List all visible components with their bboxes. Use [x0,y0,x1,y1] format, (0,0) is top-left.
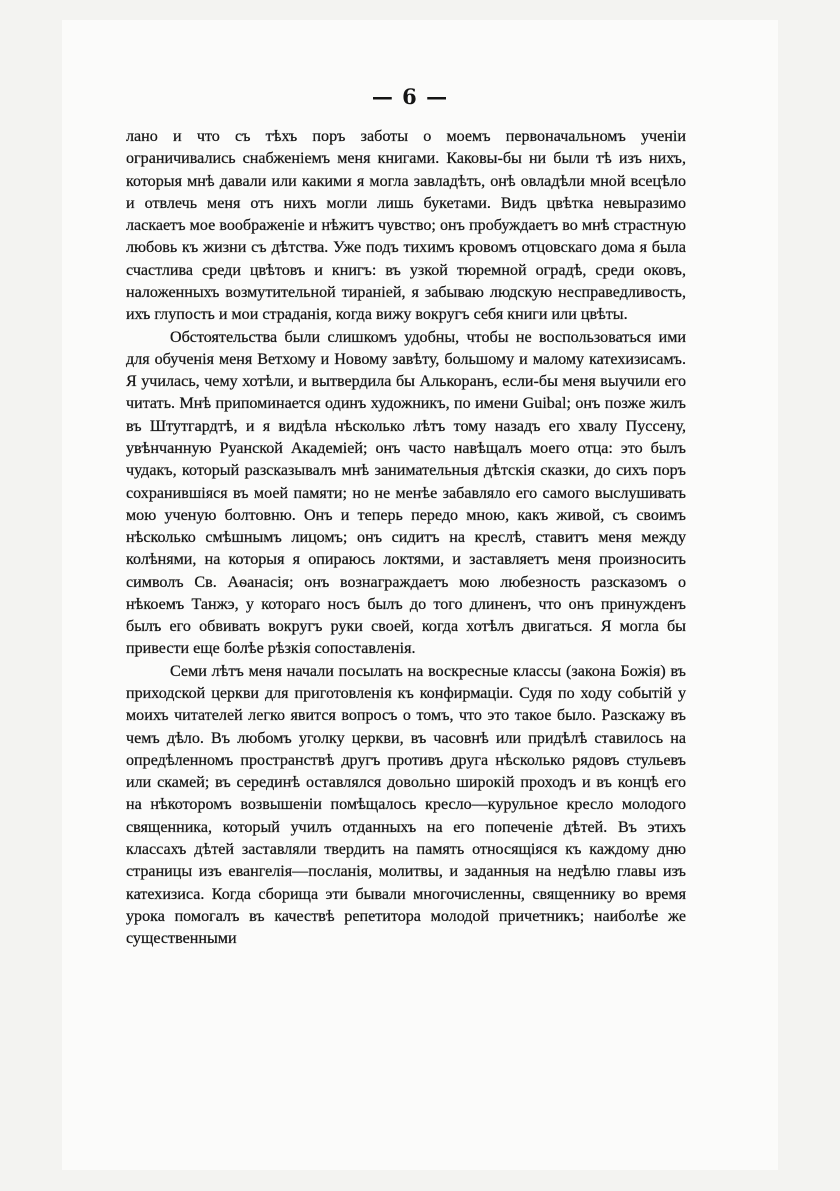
paragraph-2: Обстоятельства были слишкомъ удобны, чтобы не воспользоваться ими для обученія меня Ветхому и Новому завѣту, большому и малому катехизисамъ. Я училась, чему хотѣли, и вытвердила бы Алькоранъ, если-бы меня выучили его читать. Мнѣ припоминается одинъ художникъ, по имени Guibal; онъ позже жилъ въ Штутгардтѣ, и я видѣла нѣсколько лѣтъ тому назадъ его хвалу Пуссену, увѣнчанную Руанской Академіей; онъ часто навѣщалъ моего отца: это былъ чудакъ, который разсказывалъ мнѣ занимательныя дѣтскія сказки, до сихъ поръ сохранившіяся въ моей памяти; но не менѣе забавляло его самого выслушивать мою ученую болтовню. Онъ и теперь передо мною, какъ живой, съ своимъ нѣсколько смѣшнымъ лицомъ; онъ сидитъ на креслѣ, ставитъ меня между колѣнями, на которыя я опираюсь локтями, и заставляетъ меня произносить символъ Св. Аѳанасія; онъ вознаграждаетъ мою любезность разсказомъ о нѣкоемъ Танжэ, у котораго носъ былъ до того длиненъ, что онъ принужденъ былъ его обвивать вокругъ руки своей, когда хотѣлъ двигаться. Я могла бы привести еще болѣе рѣзкія сопоставленія. [126,328,686,658]
page-number-header: — 6 — [371,84,449,109]
body-text [126,126,686,950]
paragraph-3: Семи лѣтъ меня начали посылать на воскресные классы (закона Божія) въ приходской церкви для приготовленія къ конфирмаціи. Судя по ходу событій у моихъ читателей легко явится вопросъ о томъ, что это такое было. Разскажу въ чемъ дѣло. Въ любомъ уголку церкви, въ часовнѣ или придѣлѣ ставилось на опредѣленномъ пространствѣ другъ противъ друга нѣсколько рядовъ стульевъ или скамей; въ серединѣ оставлялся довольно широкій проходъ и въ концѣ его на нѣкоторомъ возвышеніи помѣщалось кресло—курульное кресло молодого священника, который училъ отданныхъ на его попеченіе дѣтей. Въ этихъ классахъ дѣтей заставляли твердить на память относящіяся къ каждому дню страницы изъ евангелія—посланія, молитвы, и заданныя на недѣлю главы изъ катехизиса. Когда сборища эти бывали многочисленны, священнику во время урока помогалъ въ качествѣ репетитора молодой причетникъ; наиболѣе же существенными [126,662,686,948]
paragraph-1: лано и что съ тѣхъ поръ заботы о моемъ первоначальномъ ученіи ограничивались снабженіемъ меня книгами. Каковы-бы ни были тѣ изъ нихъ, которыя мнѣ давали или какими я могла завладѣть, онѣ овладѣли мной всецѣло и отвлечь меня отъ нихъ могли лишь букетами. Видъ цвѣтка невыразимо ласкаетъ мое воображеніе и нѣжитъ чувство; онъ пробуждаетъ во мнѣ страстную любовь къ жизни съ дѣтства. Уже подъ тихимъ кровомъ отцовскаго дома я была счастлива среди цвѣтовъ и книгъ: въ узкой тюремной оградѣ, среди оковъ, наложенныхъ возмутительной тираніей, я забываю людскую несправедливость, ихъ глупость и мои страданія, когда вижу вокругъ себя книги или цвѣты. [126,128,686,324]
